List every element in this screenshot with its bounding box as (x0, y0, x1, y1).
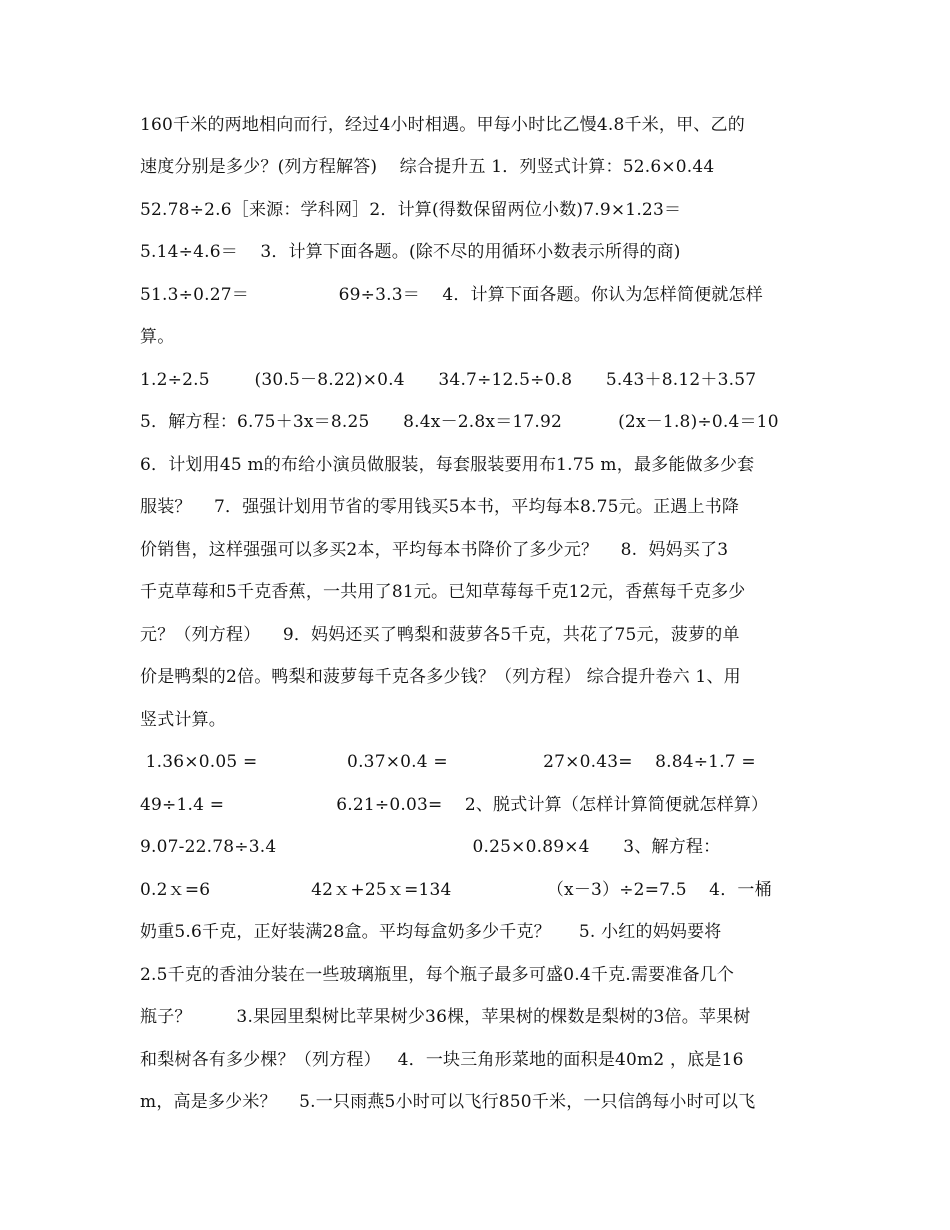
text-line: m，高是多少米？ 5.一只雨燕5小时可以飞行850千米，一只信鸽每小时可以飞 (140, 1092, 756, 1112)
text-line: 服装？ 7．强强计划用节省的零用钱买5本书，平均每本8.75元。正遇上书降 (140, 497, 740, 517)
text-line: 价销售，这样强强可以多买2本，平均每本书降价了多少元？ 8. 妈妈买了3 (140, 540, 729, 560)
text-line: 0.2ｘ=6 42ｘ+25ｘ=134 （x－3）÷2=7.5 4．一桶 (140, 880, 772, 900)
text-line: 千克草莓和5千克香蕉，一共用了81元。已知草莓每千克12元，香蕉每千克多少 (140, 582, 746, 602)
text-line: 瓶子？ 3.果园里梨树比苹果树少36棵，苹果树的棵数是梨树的3倍。苹果树 (140, 1007, 751, 1027)
text-line: 速度分别是多少？(列方程解答) 综合提升五 1．列竖式计算：52.6×0.44 (140, 157, 715, 177)
text-line: 1.2÷2.5 (30.5－8.22)×0.4 34.7÷12.5÷0.8 5.43＋8.12＋3.57 (140, 370, 757, 390)
text-line: 奶重5.6千克，正好装满28盒。平均每盒奶多少千克？ 5. 小红的妈妈要将 (140, 922, 722, 942)
text-line: 价是鸭梨的2倍。鸭梨和菠萝每千克各多少钱？（列方程） 综合提升卷六 1、用 (140, 667, 741, 687)
text-line: 5．解方程：6.75＋3x＝8.25 8.4x－2.8x＝17.92 (2x－1.8)÷0.4＝10 (140, 412, 779, 432)
text-line: 和梨树各有多少棵？（列方程） 4．一块三角形菜地的面积是40m2 ，底是16 (140, 1050, 744, 1070)
text-line: 元？（列方程） 9．妈妈还买了鸭梨和菠萝各5千克，共花了75元，菠萝的单 (140, 625, 740, 645)
text-line: 9.07-22.78÷3.4 0.25×0.89×4 3、解方程： (140, 837, 721, 857)
text-line: 1.36×0.05 = 0.37×0.4 = 27×0.43= 8.84÷1.7 = (140, 752, 756, 772)
text-line: 5.14÷4.6＝ 3．计算下面各题。(除不尽的用循环小数表示所得的商) (140, 242, 681, 262)
text-line: 160千米的两地相向而行，经过4小时相遇。甲每小时比乙慢4.8千米，甲、乙的 (140, 115, 745, 135)
text-line: 51.3÷0.27＝ 69÷3.3＝ 4．计算下面各题。你认为怎样简便就怎样 (140, 285, 763, 305)
text-line: 49÷1.4 = 6.21÷0.03= 2、脱式计算（怎样计算简便就怎样算） (140, 795, 769, 815)
text-line: 竖式计算。 (140, 710, 226, 730)
text-line: 6．计划用45 m的布给小演员做服装，每套服装要用布1.75 m，最多能做多少套 (140, 455, 755, 475)
text-line: 算。 (140, 327, 175, 347)
text-line: 2.5千克的香油分装在一些玻璃瓶里，每个瓶子最多可盛0.4千克.需要准备几个 (140, 965, 735, 985)
text-line: 52.78÷2.6［来源：学科网］2．计算(得数保留两位小数)7.9×1.23＝ (140, 200, 682, 220)
